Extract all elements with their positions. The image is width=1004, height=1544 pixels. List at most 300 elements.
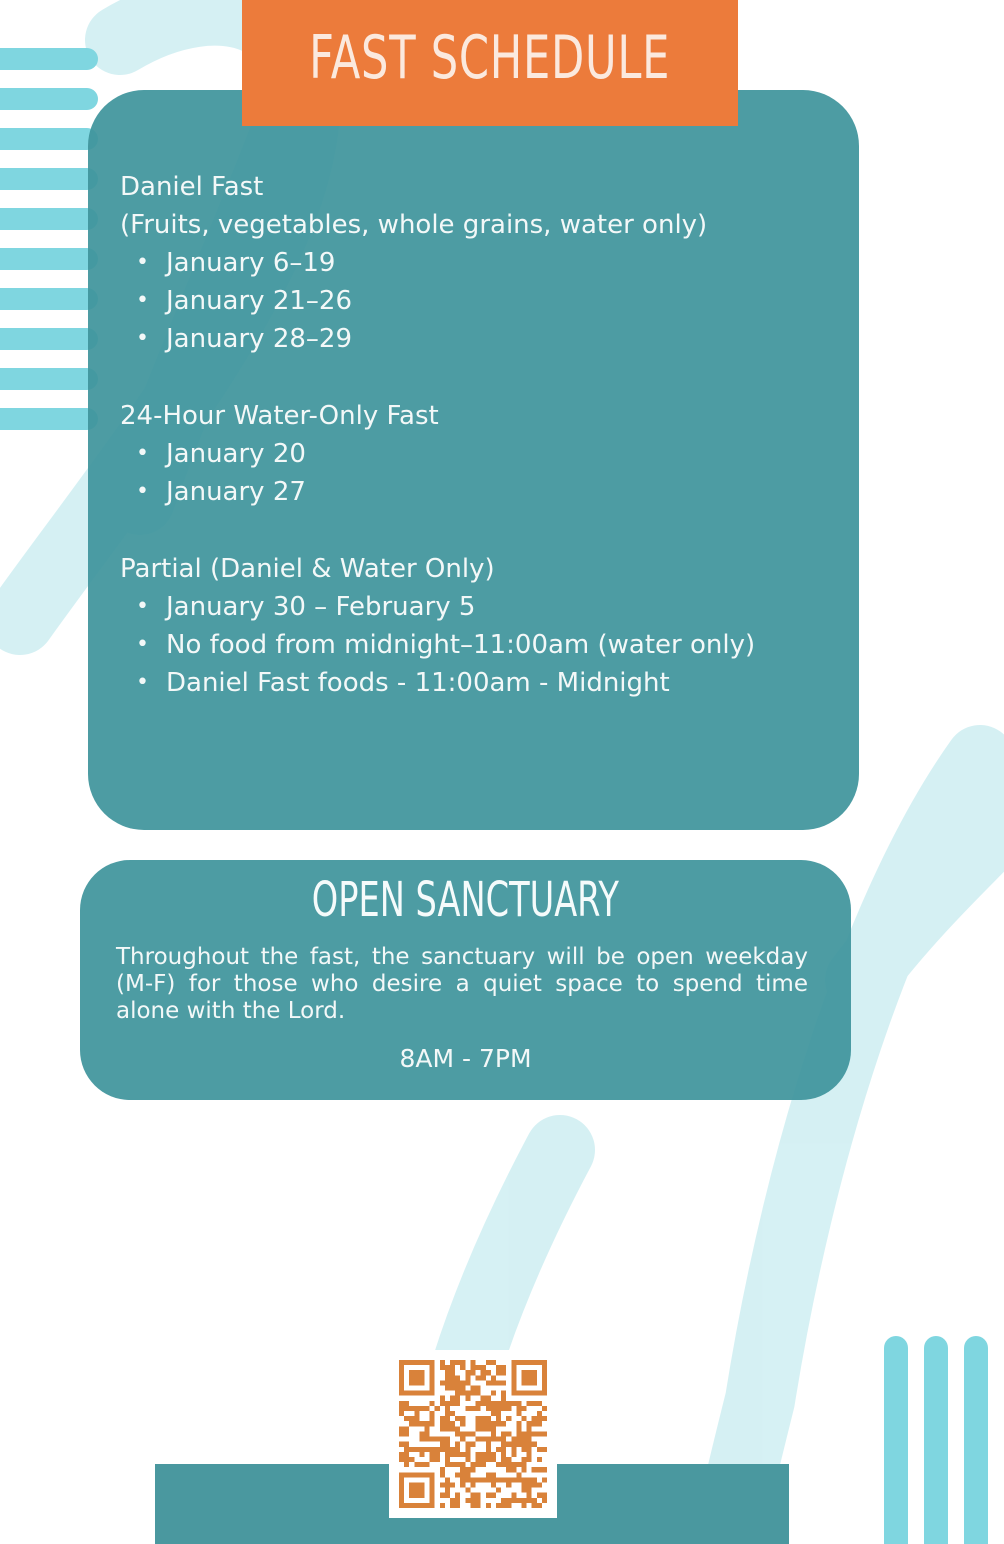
qr-module (516, 1411, 521, 1416)
qr-module (460, 1472, 465, 1477)
qr-module (404, 1452, 409, 1457)
qr-module (455, 1447, 460, 1452)
qr-module (501, 1452, 506, 1457)
qr-module (440, 1447, 445, 1452)
qr-module (511, 1498, 516, 1503)
qr-module (476, 1498, 481, 1503)
qr-module (527, 1477, 532, 1482)
qr-module (527, 1452, 532, 1457)
qr-module (430, 1421, 435, 1426)
schedule-section-water-fast (120, 397, 820, 511)
qr-module (516, 1442, 521, 1447)
qr-module (486, 1370, 491, 1375)
qr-finder (521, 1370, 536, 1385)
qr-module (430, 1447, 435, 1452)
qr-module (532, 1503, 537, 1508)
qr-module (491, 1391, 496, 1396)
schedule-section-partial (120, 550, 820, 702)
qr-module (496, 1488, 501, 1493)
qr-module (491, 1401, 496, 1406)
qr-module (486, 1360, 491, 1365)
qr-module (435, 1447, 440, 1452)
qr-module (470, 1467, 475, 1472)
list-item: • January 27 (120, 473, 820, 511)
qr-module (450, 1447, 455, 1452)
qr-module (501, 1421, 506, 1426)
qr-module (455, 1503, 460, 1508)
qr-module (481, 1477, 486, 1482)
qr-module (445, 1411, 450, 1416)
qr-module (455, 1380, 460, 1385)
qr-module (409, 1416, 414, 1421)
qr-module (404, 1447, 409, 1452)
qr-module (521, 1431, 526, 1436)
qr-module (465, 1442, 470, 1447)
qr-module (486, 1396, 491, 1401)
qr-module (527, 1442, 532, 1447)
qr-module (481, 1365, 486, 1370)
qr-module (419, 1447, 424, 1452)
stripe (0, 408, 98, 430)
stripe (924, 1336, 948, 1544)
qr-module (440, 1493, 445, 1498)
qr-module (486, 1401, 491, 1406)
qr-module (501, 1365, 506, 1370)
qr-module (542, 1431, 547, 1436)
qr-module (486, 1426, 491, 1431)
qr-module (419, 1421, 424, 1426)
qr-module (496, 1370, 501, 1375)
qr-code-icon[interactable] (389, 1350, 557, 1518)
qr-module (455, 1401, 460, 1406)
qr-module (445, 1457, 450, 1462)
qr-module (532, 1421, 537, 1426)
qr-module (440, 1482, 445, 1487)
qr-module (542, 1416, 547, 1421)
qr-module (476, 1503, 481, 1508)
qr-module (532, 1477, 537, 1482)
qr-module (470, 1391, 475, 1396)
qr-module (445, 1401, 450, 1406)
qr-module (486, 1437, 491, 1442)
qr-module (481, 1437, 486, 1442)
qr-module (455, 1386, 460, 1391)
sanctuary-description: Throughout the fast, the sanctuary will be open weekday (M-F) for those who desire a quiet space to spend time alone with the Lord. (116, 944, 808, 1024)
qr-module (470, 1477, 475, 1482)
qr-module (404, 1401, 409, 1406)
qr-module (506, 1503, 511, 1508)
qr-module (496, 1411, 501, 1416)
qr-module (404, 1462, 409, 1467)
qr-module (435, 1406, 440, 1411)
qr-module (506, 1462, 511, 1467)
qr-module (440, 1467, 445, 1472)
qr-module (516, 1477, 521, 1482)
qr-module (455, 1452, 460, 1457)
qr-module (465, 1431, 470, 1436)
qr-module (476, 1426, 481, 1431)
qr-module (527, 1421, 532, 1426)
qr-module (481, 1396, 486, 1401)
qr-module (506, 1467, 511, 1472)
qr-module (399, 1401, 404, 1406)
qr-module (465, 1498, 470, 1503)
qr-module (542, 1406, 547, 1411)
qr-module (440, 1426, 445, 1431)
date-list (120, 435, 820, 511)
stripe (0, 168, 98, 190)
qr-module (491, 1457, 496, 1462)
qr-module (496, 1437, 501, 1442)
qr-module (501, 1447, 506, 1452)
qr-module (516, 1472, 521, 1477)
qr-module (399, 1411, 404, 1416)
qr-module (455, 1431, 460, 1436)
qr-module (445, 1416, 450, 1421)
qr-module (521, 1462, 526, 1467)
qr-module (409, 1421, 414, 1426)
qr-module (425, 1437, 430, 1442)
stripe (0, 208, 98, 230)
qr-module (455, 1416, 460, 1421)
sanctuary-title: OPEN SANCTUARY (311, 872, 619, 928)
qr-module (532, 1416, 537, 1421)
qr-module (527, 1401, 532, 1406)
qr-module (476, 1477, 481, 1482)
qr-module (481, 1421, 486, 1426)
qr-module (414, 1462, 419, 1467)
section-title: 24-Hour Water-Only Fast (120, 401, 439, 431)
qr-module (501, 1370, 506, 1375)
qr-module (470, 1406, 475, 1411)
qr-module (465, 1467, 470, 1472)
qr-module (491, 1360, 496, 1365)
qr-module (445, 1493, 450, 1498)
qr-module (516, 1426, 521, 1431)
qr-module (440, 1416, 445, 1421)
qr-module (470, 1498, 475, 1503)
qr-module (506, 1401, 511, 1406)
qr-module (491, 1406, 496, 1411)
qr-module (445, 1488, 450, 1493)
qr-module (435, 1457, 440, 1462)
qr-module (476, 1437, 481, 1442)
qr-module (455, 1375, 460, 1380)
qr-module (501, 1406, 506, 1411)
qr-module (527, 1498, 532, 1503)
qr-module (542, 1467, 547, 1472)
stripe (0, 248, 98, 270)
qr-module (537, 1421, 542, 1426)
qr-module (455, 1426, 460, 1431)
qr-module (491, 1437, 496, 1442)
qr-module (414, 1406, 419, 1411)
qr-module (532, 1401, 537, 1406)
qr-module (511, 1462, 516, 1467)
qr-module (486, 1406, 491, 1411)
qr-module (527, 1482, 532, 1487)
qr-module (445, 1380, 450, 1385)
qr-module (450, 1411, 455, 1416)
qr-module (486, 1457, 491, 1462)
stripe (0, 368, 98, 390)
qr-module (470, 1503, 475, 1508)
qr-module (460, 1467, 465, 1472)
qr-module (409, 1457, 414, 1462)
qr-module (511, 1447, 516, 1452)
qr-module (470, 1431, 475, 1436)
qr-module (476, 1401, 481, 1406)
qr-module (537, 1411, 542, 1416)
qr-module (476, 1365, 481, 1370)
qr-module (460, 1437, 465, 1442)
qr-module (537, 1482, 542, 1487)
qr-module (501, 1396, 506, 1401)
list-item: • January 30 – February 5 (120, 588, 820, 626)
qr-module (527, 1437, 532, 1442)
qr-module (476, 1406, 481, 1411)
qr-module (450, 1386, 455, 1391)
qr-module (440, 1437, 445, 1442)
qr-module (481, 1462, 486, 1467)
qr-module (450, 1503, 455, 1508)
qr-module (481, 1426, 486, 1431)
qr-module (496, 1477, 501, 1482)
qr-module (465, 1488, 470, 1493)
qr-module (460, 1391, 465, 1396)
section-note: (Fruits, vegetables, whole grains, water only) (120, 210, 708, 240)
sanctuary-hours: 8AM - 7PM (399, 1044, 532, 1073)
qr-module (532, 1482, 537, 1487)
stripe (0, 288, 98, 310)
qr-module (537, 1447, 542, 1452)
qr-module (532, 1442, 537, 1447)
qr-module (445, 1477, 450, 1482)
qr-module (399, 1452, 404, 1457)
qr-module (435, 1437, 440, 1442)
qr-module (521, 1406, 526, 1411)
qr-module (537, 1431, 542, 1436)
date-list (120, 588, 820, 702)
qr-module (450, 1421, 455, 1426)
qr-module (537, 1401, 542, 1406)
qr-module (527, 1493, 532, 1498)
qr-module (470, 1493, 475, 1498)
qr-module (501, 1431, 506, 1436)
qr-module (450, 1360, 455, 1365)
qr-module (496, 1462, 501, 1467)
qr-module (404, 1442, 409, 1447)
list-item: • No food from midnight–11:00am (water only) (120, 626, 820, 664)
qr-module (532, 1431, 537, 1436)
qr-module (460, 1462, 465, 1467)
qr-module (465, 1375, 470, 1380)
qr-module (516, 1431, 521, 1436)
qr-module (516, 1437, 521, 1442)
qr-module (465, 1452, 470, 1457)
qr-module (521, 1477, 526, 1482)
qr-module (501, 1477, 506, 1482)
qr-module (501, 1401, 506, 1406)
qr-module (470, 1360, 475, 1365)
qr-module (511, 1452, 516, 1457)
qr-module (470, 1442, 475, 1447)
list-item: • January 6–19 (120, 244, 820, 282)
qr-module (455, 1493, 460, 1498)
qr-module (537, 1416, 542, 1421)
qr-module (481, 1452, 486, 1457)
qr-module (460, 1421, 465, 1426)
qr-module (491, 1477, 496, 1482)
qr-module (440, 1401, 445, 1406)
qr-module (501, 1380, 506, 1385)
qr-module (521, 1467, 526, 1472)
qr-module (450, 1396, 455, 1401)
qr-module (486, 1477, 491, 1482)
qr-module (445, 1406, 450, 1411)
qr-module (450, 1380, 455, 1385)
qr-module (445, 1421, 450, 1426)
qr-module (460, 1477, 465, 1482)
qr-module (465, 1370, 470, 1375)
qr-module (419, 1431, 424, 1436)
qr-module (511, 1442, 516, 1447)
qr-module (506, 1498, 511, 1503)
qr-module (445, 1426, 450, 1431)
qr-module (409, 1406, 414, 1411)
qr-module (419, 1452, 424, 1457)
qr-module (496, 1416, 501, 1421)
qr-module (481, 1375, 486, 1380)
qr-module (496, 1401, 501, 1406)
qr-module (501, 1442, 506, 1447)
qr-module (486, 1503, 491, 1508)
qr-module (465, 1457, 470, 1462)
qr-module (527, 1488, 532, 1493)
qr-module (506, 1406, 511, 1411)
qr-module (481, 1401, 486, 1406)
qr-module (521, 1498, 526, 1503)
qr-module (430, 1457, 435, 1462)
qr-module (445, 1447, 450, 1452)
qr-module (506, 1431, 511, 1436)
qr-module (399, 1426, 404, 1431)
qr-module (476, 1457, 481, 1462)
qr-module (506, 1442, 511, 1447)
qr-module (537, 1467, 542, 1472)
qr-module (460, 1365, 465, 1370)
qr-module (465, 1477, 470, 1482)
qr-module (511, 1477, 516, 1482)
schedule-section-daniel-fast (120, 168, 820, 358)
qr-module (491, 1411, 496, 1416)
qr-module (521, 1437, 526, 1442)
qr-module (450, 1365, 455, 1370)
qr-module (486, 1416, 491, 1421)
qr-module (521, 1482, 526, 1487)
stripe (0, 128, 98, 150)
qr-module (511, 1401, 516, 1406)
qr-module (516, 1406, 521, 1411)
stripe (884, 1336, 908, 1544)
qr-module (486, 1452, 491, 1457)
qr-module (470, 1462, 475, 1467)
qr-module (455, 1360, 460, 1365)
qr-module (496, 1447, 501, 1452)
qr-module (532, 1467, 537, 1472)
qr-module (476, 1416, 481, 1421)
qr-module (470, 1370, 475, 1375)
qr-module (460, 1360, 465, 1365)
qr-module (511, 1493, 516, 1498)
qr-module (506, 1477, 511, 1482)
qr-module (430, 1411, 435, 1416)
qr-module (440, 1442, 445, 1447)
qr-module (542, 1493, 547, 1498)
qr-module (409, 1447, 414, 1452)
qr-module (445, 1375, 450, 1380)
qr-module (440, 1396, 445, 1401)
qr-module (521, 1503, 526, 1508)
qr-module (455, 1396, 460, 1401)
qr-module (440, 1472, 445, 1477)
qr-module (501, 1437, 506, 1442)
section-title: Daniel Fast (120, 172, 264, 202)
qr-module (486, 1442, 491, 1447)
qr-module (481, 1457, 486, 1462)
qr-module (425, 1406, 430, 1411)
qr-module (450, 1462, 455, 1467)
qr-module (476, 1386, 481, 1391)
stripe (0, 88, 98, 110)
qr-module (414, 1411, 419, 1416)
qr-module (399, 1431, 404, 1436)
qr-module (521, 1488, 526, 1493)
qr-module (430, 1416, 435, 1421)
qr-module (486, 1380, 491, 1385)
qr-module (537, 1493, 542, 1498)
qr-module (414, 1447, 419, 1452)
list-item: • January 21–26 (120, 282, 820, 320)
qr-module (399, 1442, 404, 1447)
qr-module (445, 1482, 450, 1487)
qr-module (440, 1365, 445, 1370)
qr-module (506, 1416, 511, 1421)
qr-module (450, 1370, 455, 1375)
qr-module (440, 1421, 445, 1426)
qr-module (440, 1380, 445, 1385)
qr-module (521, 1457, 526, 1462)
qr-module (506, 1482, 511, 1487)
qr-module (476, 1462, 481, 1467)
qr-module (527, 1447, 532, 1452)
qr-module (450, 1426, 455, 1431)
header-banner (242, 0, 738, 126)
qr-module (404, 1426, 409, 1431)
qr-module (425, 1426, 430, 1431)
section-title: Partial (Daniel & Water Only) (120, 554, 495, 584)
qr-module (450, 1498, 455, 1503)
qr-module (516, 1421, 521, 1426)
qr-module (404, 1416, 409, 1421)
qr-module (455, 1462, 460, 1467)
qr-module (476, 1375, 481, 1380)
qr-module (501, 1457, 506, 1462)
qr-finder (409, 1482, 424, 1497)
qr-module (445, 1386, 450, 1391)
qr-module (460, 1416, 465, 1421)
qr-module (481, 1370, 486, 1375)
